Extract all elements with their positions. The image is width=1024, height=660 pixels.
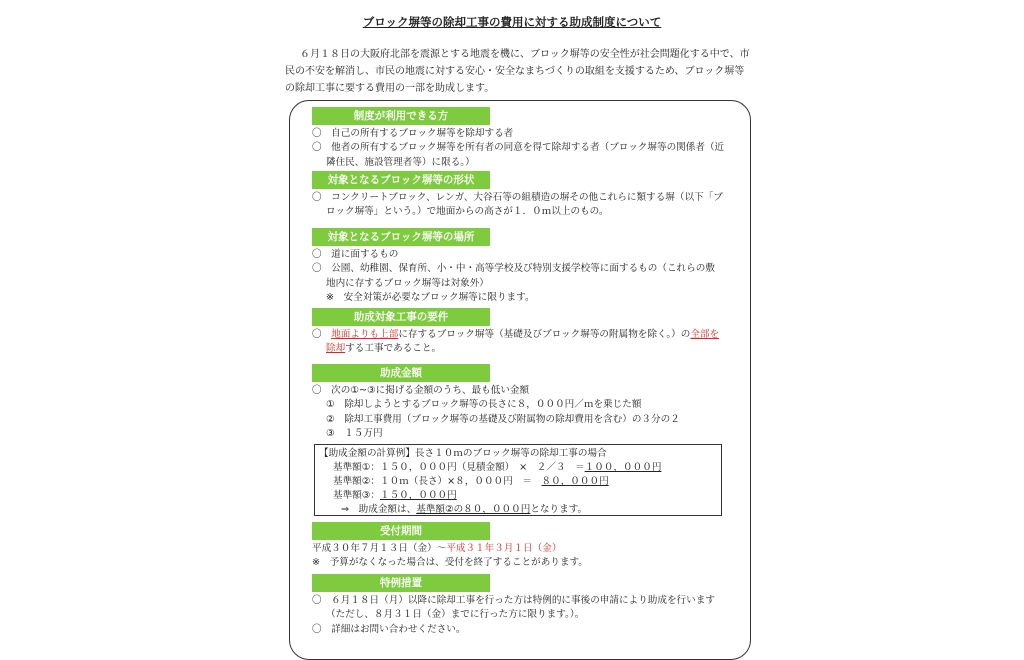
- text-line: ⇒ 助成金額は、基準額②の８０，０００円となります。: [341, 504, 588, 515]
- text-line: 地内に存するブロック塀等は対象外）: [326, 277, 489, 289]
- section-work-requirements: [312, 308, 752, 357]
- document-title: ブロック塀等の除却工事の費用に対する助成制度について: [362, 15, 662, 29]
- section-subsidy-amount: [312, 364, 752, 442]
- text-line: 〇 公園、幼稚園、保育所、小・中・高等学校及び特別支援学校等に面するもの（これらの敷: [312, 263, 715, 275]
- text-line: 〇 ６月１８日（月）以降に除却工事を行った方は特例的に事後の申請により助成を行います: [312, 595, 715, 606]
- section-wall-shape: [312, 171, 752, 220]
- text-line: 〇 詳細はお問い合わせください。: [312, 623, 466, 635]
- text-line: ① 除却しようとするブロック塀等の長さに８，０００円／ｍを乗じた額: [326, 399, 642, 411]
- text-line: 〇 次の①~③に掲げる金額のうち、最も低い金額: [312, 385, 530, 396]
- text-line: 除却する工事であること。: [326, 343, 442, 355]
- calculation-example-box: [314, 444, 722, 516]
- text-line: 〇 道に面するもの: [312, 249, 399, 260]
- text-line: 平成３０年７月１３日（金）～平成３１年３月１日（金）: [312, 543, 562, 554]
- text-line: 〇 コンクリートブロック、レンガ、大谷石等の組積造の塀その他これらに類する塀（以下「ブ: [312, 192, 723, 203]
- text-line: 〇 自己の所有するブロック塀等を除却する者: [312, 128, 514, 139]
- intro-paragraph: ６月１８日の大阪府北部を震源とする地震を機に、ブロック塀等の安全性が社会問題化する中で、市民の不安を解消し、市民の地震に対する安心・安全なまちづくりの取組を支援するため、ブロック塀等の除却工事に要する費用の一部を助成します。: [285, 49, 750, 94]
- section-heading: 助成金額: [312, 364, 490, 382]
- section-special-measures: [312, 574, 752, 637]
- text-line: 隣住民、施設管理者等）に限る。）: [326, 156, 475, 168]
- text-line: ③ １５万円: [326, 428, 383, 440]
- text-line: ② 除却工事費用（ブロック塀等の基礎及び附属物の除却費用を含む）の３分の２: [326, 413, 680, 425]
- section-heading: 制度が利用できる方: [312, 107, 490, 125]
- text-line: 【助成金額の計算例】長さ１０ｍのブロック塀等の除却工事の場合: [319, 448, 607, 459]
- text-line: （ただし、８月３１日（金）までに行った方に限ります。）。: [326, 609, 585, 621]
- text-line: ※ 予算がなくなった場合は、受付を終了することがあります。: [312, 557, 588, 569]
- section-eligible-users: [312, 107, 752, 170]
- text-line: 〇 地面よりも上部に存するブロック塀等（基礎及びブロック塀等の附属物を除く。）の全部を: [312, 329, 720, 340]
- text-line: ロック塀等」という。）で地面からの高さが１．０ｍ以上のもの。: [326, 206, 609, 218]
- text-line: ※ 安全対策が必要なブロック塀等に限ります。: [326, 292, 535, 304]
- section-heading: 対象となるブロック塀等の形状: [312, 171, 490, 189]
- text-line: 〇 他者の所有するブロック塀等を所有者の同意を得て除却する者（ブロック塀等の関係者（近: [312, 142, 725, 154]
- section-wall-location: [312, 228, 752, 306]
- text-line: 基準額②：１０ｍ（長さ）×８，０００円 ＝ ８０，０００円: [333, 476, 609, 487]
- text-line: 基準額③：１５０，０００円: [333, 490, 457, 501]
- section-heading: 助成対象工事の要件: [312, 308, 490, 326]
- text-line: 基準額①：１５０，０００円（見積金額） × ２／３ ＝１００，０００円: [333, 462, 662, 473]
- section-application-period: [312, 522, 752, 571]
- section-heading: 対象となるブロック塀等の場所: [312, 228, 490, 246]
- section-heading: 受付期間: [312, 522, 490, 540]
- section-heading: 特例措置: [312, 574, 490, 592]
